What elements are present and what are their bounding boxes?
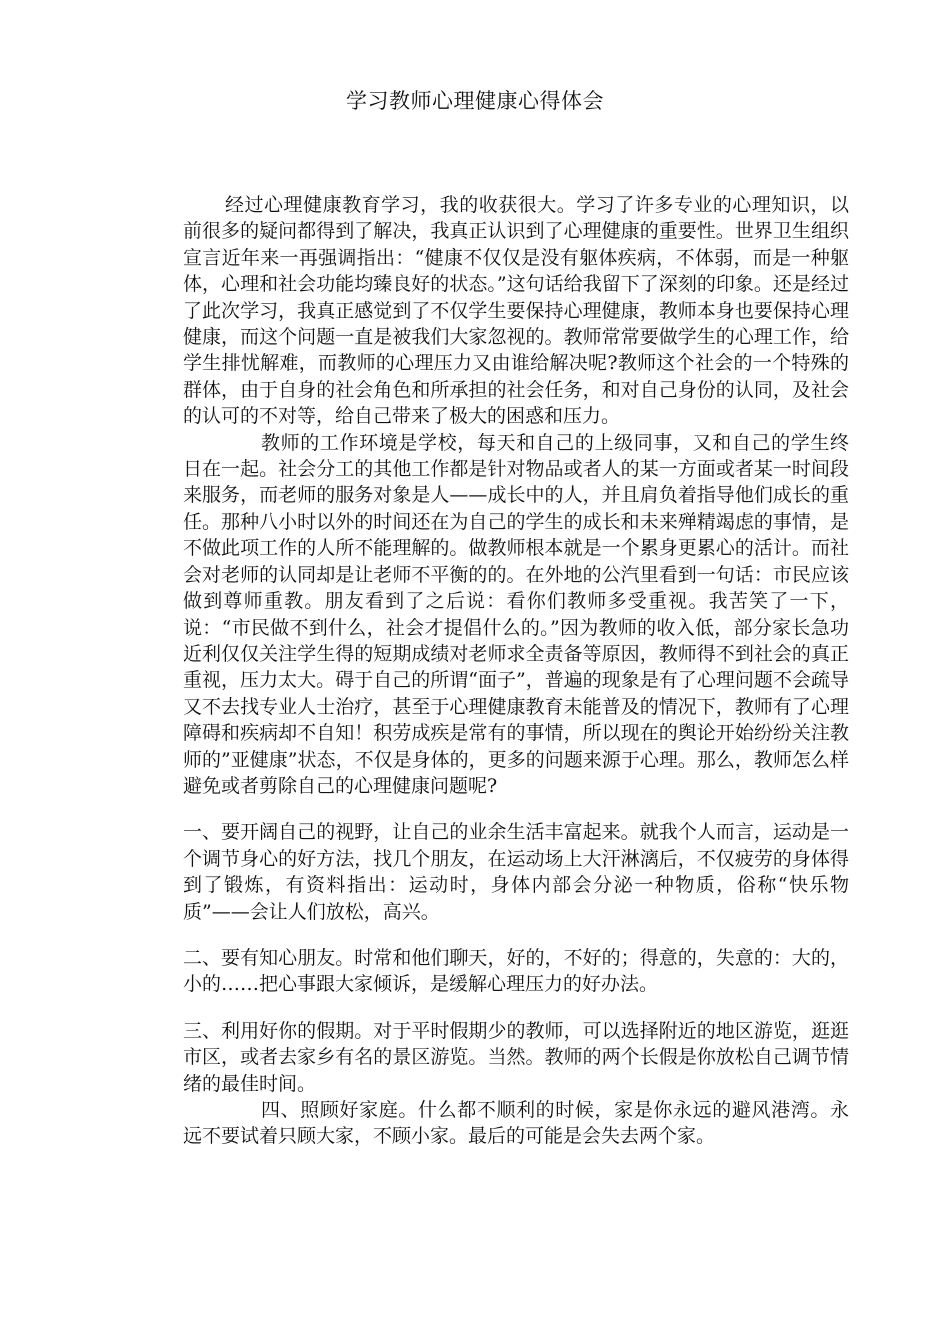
paragraph-intro: 经过心理健康教育学习，我的收获很大。学习了许多专业的心理知识，以前很多的疑问都得到了解决，我真正认识到了心理健康的重要性。世界卫生组织宣言近年来一再强调指出：“健康不仅仅是没有躯体疾病，不体弱，而是一种躯体，心理和社会功能均臻良好的状态。”这句话给我留下了深刻的印象。还是经过了此次学习，我真正感觉到了不仅学生要保持心理健康，教师本身也要保持心理健康，而这个问题一直是被我们大家忽视的。教师常常要做学生的心理工作，给学生排忧解难，而教师的心理压力又由谁给解决呢?教师这个社会的一个特殊的群体，由于自身的社会角色和所承担的社会任务，和对自己身份的认同，及社会的认可的不对等，给自己带来了极大的困惑和压力。 (183, 194, 849, 428)
paragraph-point-3: 三、利用好你的假期。对于平时假期少的教师，可以选择附近的地区游览，逛逛市区，或者去家乡有名的景区游览。当然。教师的两个长假是你放松自己调节情绪的最佳时间。 (183, 1019, 849, 1095)
paragraph-point-1: 一、要开阔自己的视野，让自己的业余生活丰富起来。就我个人而言，运动是一个调节身心的好方法，找几个朋友，在运动场上大汗淋漓后，不仅疲劳的身体得到了锻炼，有资料指出：运动时，身体内部会分泌一种物质，俗称“快乐物质”——会让人们放松，高兴。 (183, 821, 849, 923)
document-body (183, 192, 849, 1150)
paragraph-gap (183, 998, 849, 1018)
paragraph-point-4: 四、照顾好家庭。什么都不顺利的时候，家是你永远的避风港湾。永远不要试着只顾大家，不顾小家。最后的可能是会失去两个家。 (183, 1099, 849, 1148)
paragraph-work-environment: 教师的工作环境是学校，每天和自己的上级同事，又和自己的学生终日在一起。社会分工的其他工作都是针对物品或者人的某一方面或者某一时间段来服务，而老师的服务对象是人——成长中的人，并且肩负着指导他们成长的重任。那种八小时以外的时间还在为自己的学生的成长和未来殚精竭虑的事情，是不做此项工作的人所不能理解的。做教师根本就是一个累身更累心的活计。而社会对老师的认同却是让老师不平衡的的。在外地的公汽里看到一句话：市民应该做到尊师重教。朋友看到了之后说：看你们教师多受重视。我苦笑了一下，说：“市民做不到什么，社会才提倡什么的。”因为教师的收入低，部分家长急功近利仅仅关注学生得的短期成绩对老师求全责备等原因，教师得不到社会的真正重视，压力太大。碍于自己的所谓“面子”，普遍的现象是有了心理问题不会疏导又不去找专业人士治疗，甚至于心理健康教育未能普及的情况下，教师有了心理障碍和疾病却不自知！积劳成疾是常有的事情，所以现在的舆论开始纷纷关注教师的”亚健康”状态，不仅是身体的，更多的问题来源于心理。那么，教师怎么样避免或者剪除自己的心理健康问题呢? (183, 431, 849, 797)
paragraph-gap (183, 925, 849, 945)
document-title: 学习教师心理健康心得体会 (346, 89, 604, 113)
paragraph-gap (183, 799, 849, 819)
paragraph-point-2: 二、要有知心朋友。时常和他们聊天，好的，不好的；得意的，失意的：大的，小的……把心事跟大家倾诉，是缓解心理压力的好办法。 (183, 946, 849, 996)
